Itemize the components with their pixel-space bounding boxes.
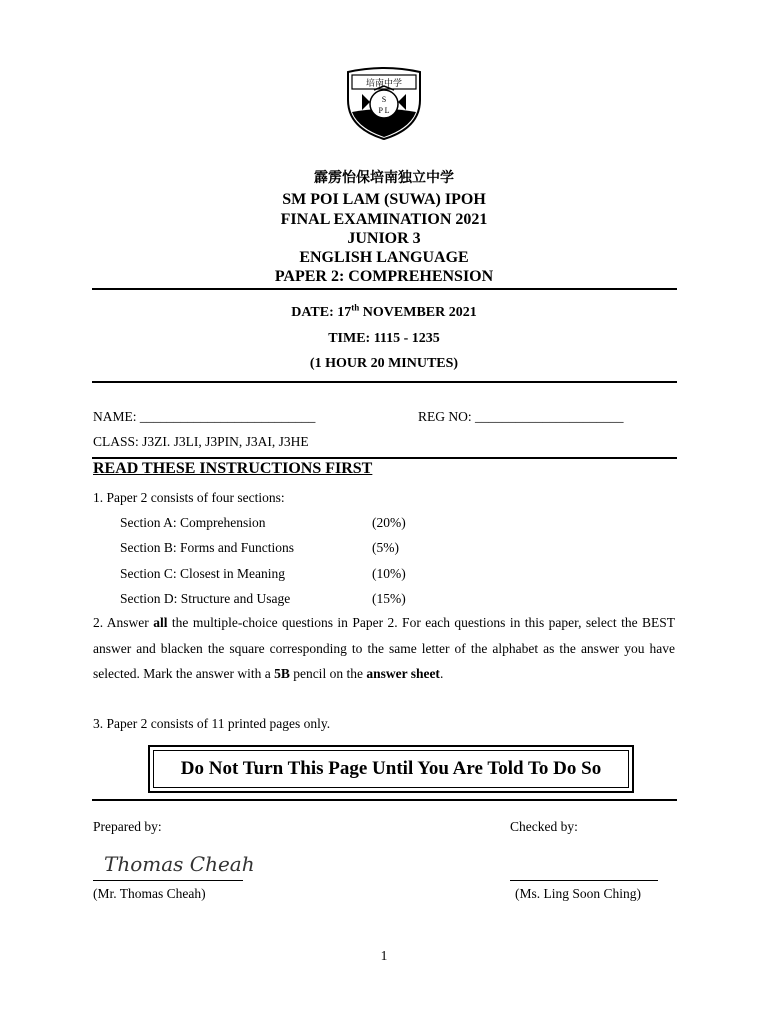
- svg-text:P L: P L: [378, 106, 390, 115]
- section-name: Section A: Comprehension: [120, 515, 266, 530]
- section-weight: (10%): [372, 566, 406, 581]
- exam-title: FINAL EXAMINATION 2021: [280, 211, 488, 228]
- section-weight: (5%): [372, 540, 399, 555]
- paper-title: PAPER 2: COMPREHENSION: [274, 268, 494, 285]
- divider: [92, 288, 677, 290]
- divider: [92, 381, 677, 383]
- name-field: NAME: __________________________: [93, 409, 316, 424]
- signature-line: [93, 880, 243, 881]
- instruction-1: 1. Paper 2 consists of four sections:: [93, 490, 285, 505]
- logo-letters: S: [381, 95, 387, 104]
- exam-duration: (1 HOUR 20 MINUTES): [309, 356, 459, 371]
- signature-line: [510, 880, 658, 881]
- instruction-2: 2. Answer all the multiple-choice questions in Paper 2. For each questions in this paper, select the BEST answer and blacken the square corresponding to the same letter of the alphabet as the answer you have selected. Mark the answer with a 5B pencil on the answer sheet.: [93, 615, 676, 681]
- divider: [92, 799, 677, 801]
- section-weight: (20%): [372, 515, 406, 530]
- school-chinese-name: 霹雳怡保培南独立中学: [314, 170, 454, 186]
- instruction-3: 3. Paper 2 consists of 11 printed pages only.: [93, 716, 331, 731]
- exam-time: TIME: 1115 - 1235: [328, 331, 440, 346]
- section-name: Section D: Structure and Usage: [120, 591, 291, 606]
- prepared-name: (Mr. Thomas Cheah): [93, 886, 206, 901]
- prepared-by-label: Prepared by:: [93, 819, 162, 834]
- school-logo: [344, 66, 424, 140]
- divider: [92, 457, 677, 459]
- checked-name: (Ms. Ling Soon Ching): [515, 886, 642, 901]
- subject: ENGLISH LANGUAGE: [299, 249, 469, 266]
- checked-by-label: Checked by:: [510, 819, 578, 834]
- class-list: CLASS: J3ZI. J3LI, J3PIN, J3AI, J3HE: [93, 434, 309, 449]
- instructions-title: READ THESE INSTRUCTIONS FIRST: [93, 460, 373, 477]
- section-name: Section C: Closest in Meaning: [120, 566, 285, 581]
- warning-box: [148, 745, 634, 793]
- school-name: SM POI LAM (SUWA) IPOH: [282, 191, 486, 208]
- level: JUNIOR 3: [347, 230, 421, 247]
- warning-text: Do Not Turn This Page Until You Are Told To Do So: [153, 750, 629, 788]
- page-number: 1: [380, 948, 388, 963]
- svg-text:培南中学: 培南中学: [365, 79, 403, 89]
- section-weight: (15%): [372, 591, 406, 606]
- reg-no-field: REG NO: ______________________: [418, 409, 624, 424]
- prepared-signature: Thomas Cheah: [104, 852, 255, 876]
- section-name: Section B: Forms and Functions: [120, 540, 295, 555]
- exam-date: DATE: 17th NOVEMBER 2021: [291, 302, 477, 320]
